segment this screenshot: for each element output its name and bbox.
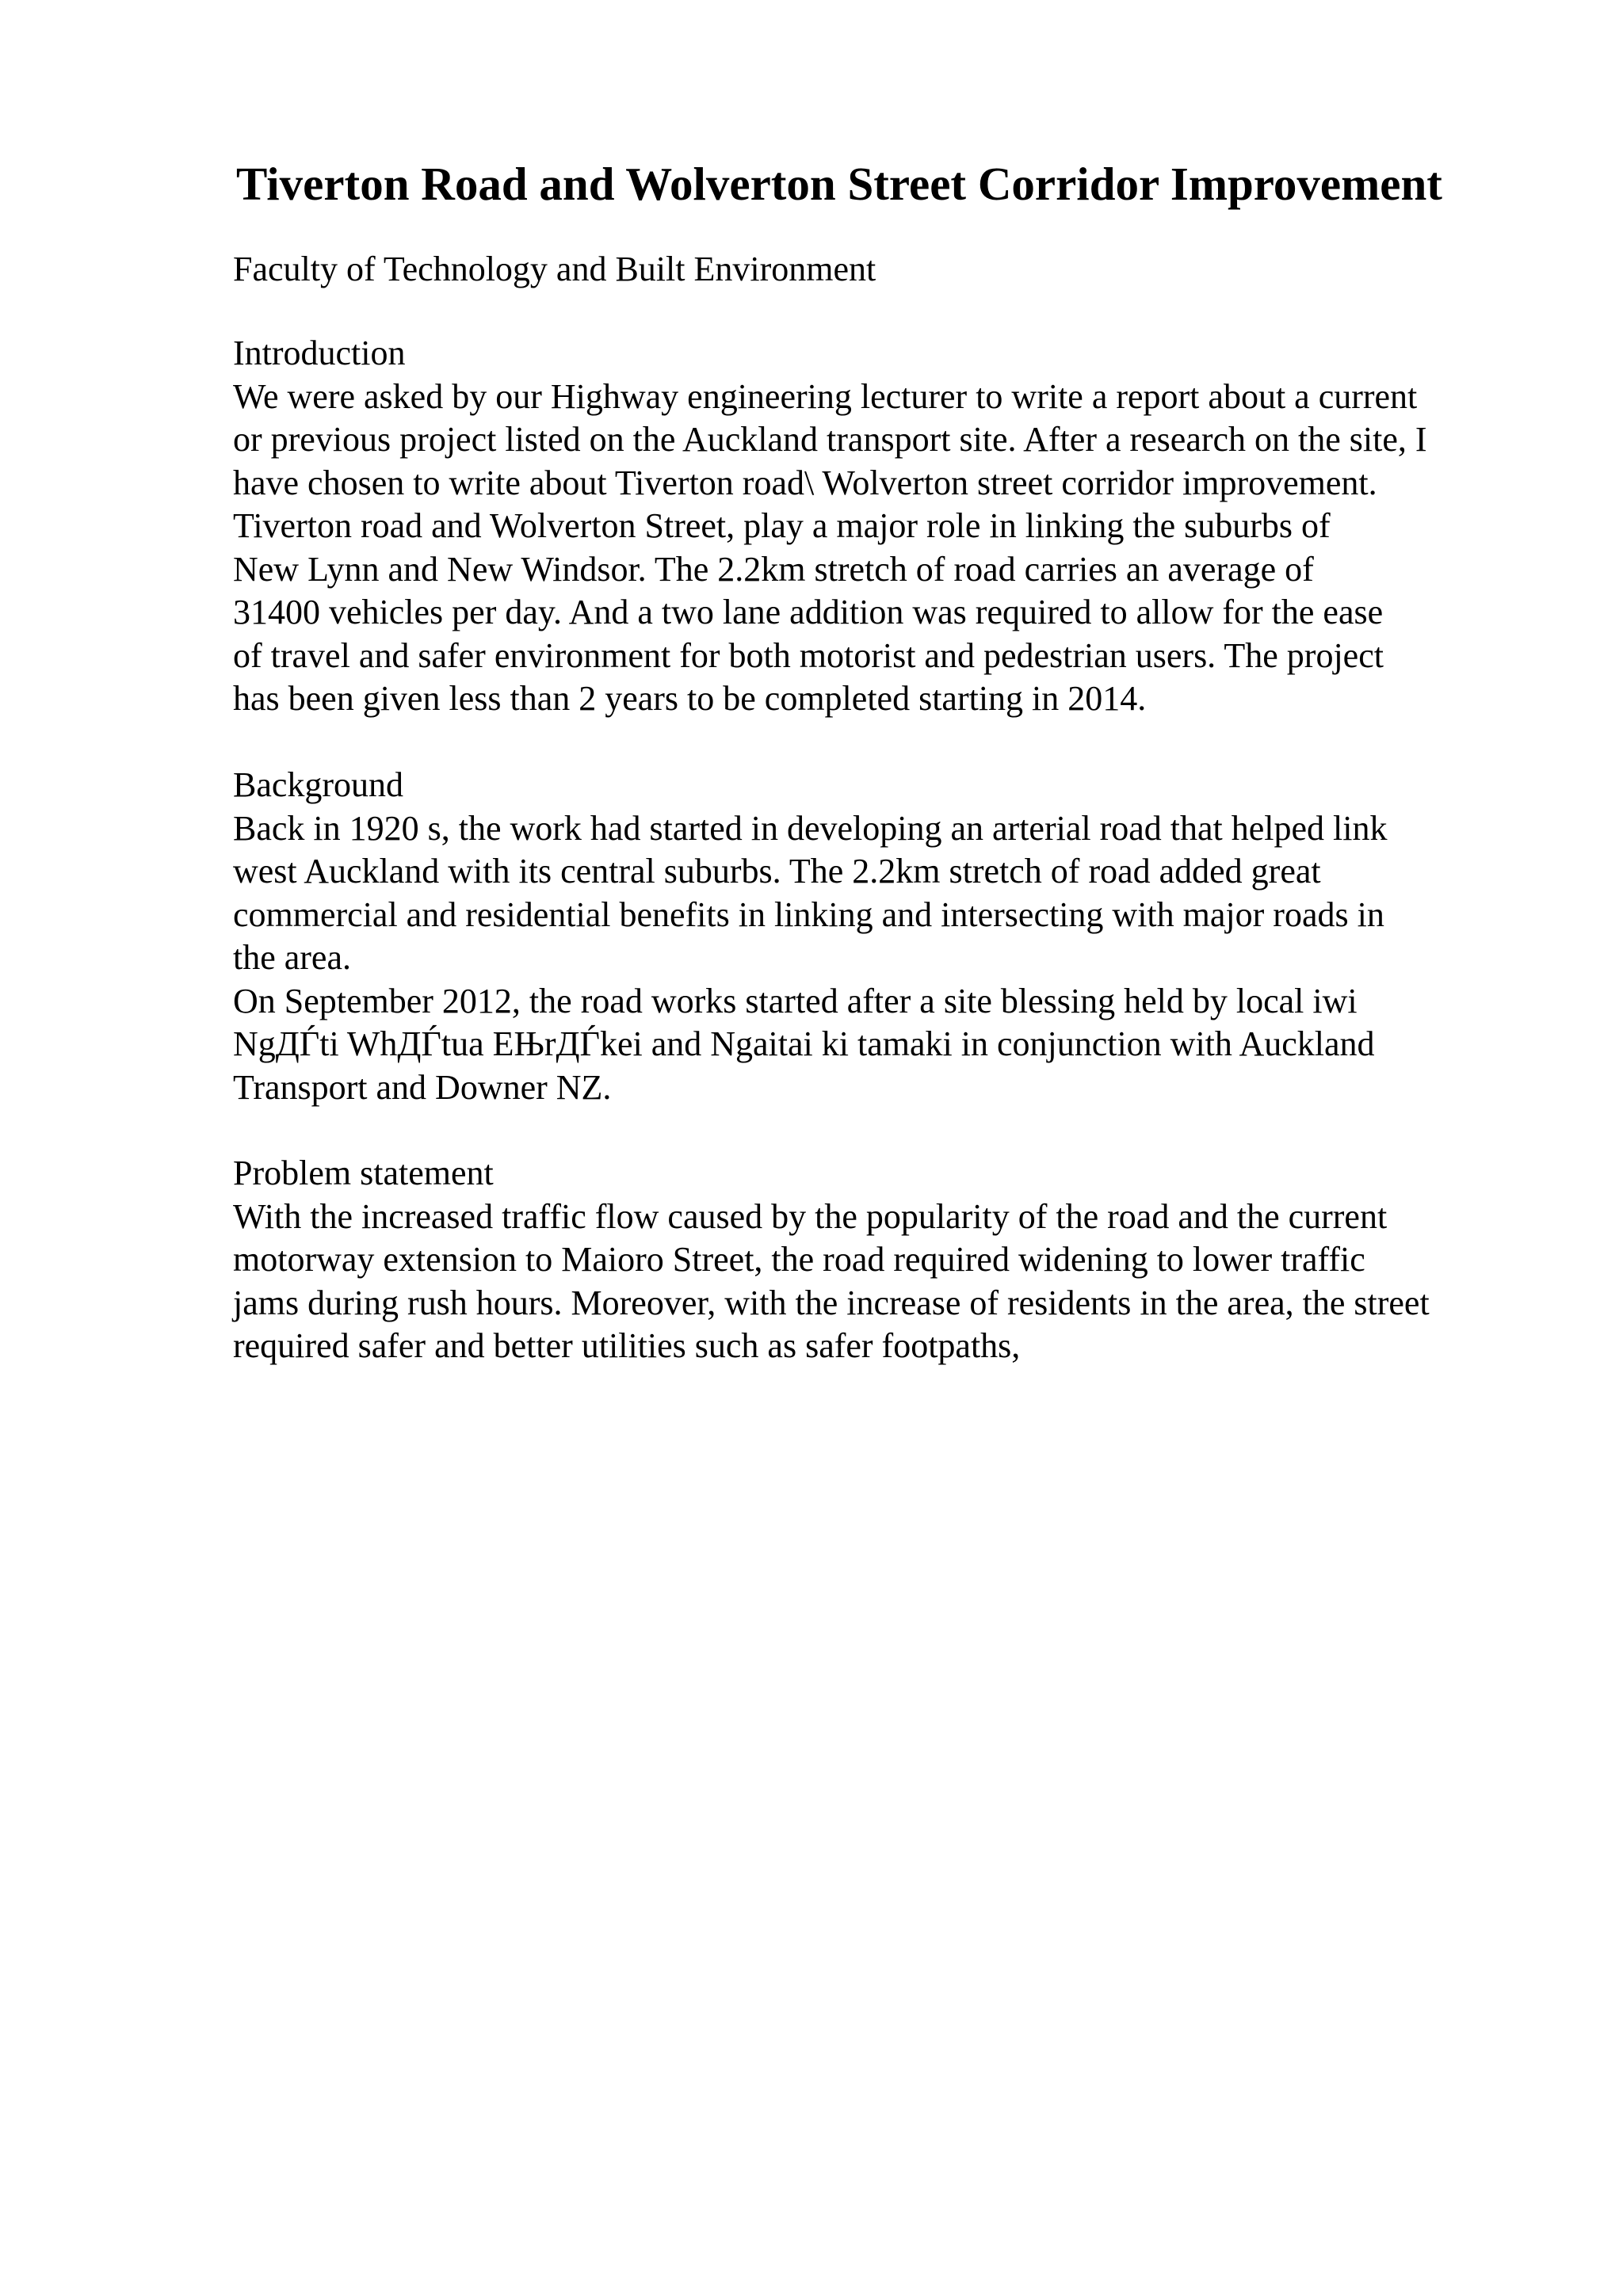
paragraph-line: Tiverton road and Wolverton Street, play a major role in linking the suburbs of [233, 506, 1331, 545]
paragraph-line: NgДЃti WhДЃtua EЊrДЃkei and Ngaitai ki tamaki in conjunction with Auckland [233, 1024, 1375, 1063]
paragraph-line: required safer and better utilities such as safer footpaths, [233, 1326, 1021, 1365]
paragraph-line: commercial and residential benefits in linking and intersecting with major roads in [233, 894, 1384, 934]
section-heading: Problem statement [233, 1154, 494, 1192]
section-heading: Background [233, 765, 404, 804]
document-subtitle: Faculty of Technology and Built Environment [233, 250, 876, 288]
paragraph-line: With the increased traffic flow caused by the popularity of the road and the current [233, 1196, 1388, 1236]
paragraph-line: or previous project listed on the Auckland transport site. After a research on the site, I [233, 420, 1427, 459]
paragraph-line: 31400 vehicles per day. And a two lane addition was required to allow for the ease [233, 593, 1384, 631]
section-background [233, 764, 1596, 1109]
paragraph-line: Back in 1920 s, the work had started in developing an arterial road that helped link [233, 808, 1388, 848]
paragraph-line: jams during rush hours. Moreover, with the increase of residents in the area, the street [233, 1283, 1430, 1322]
section-problem-statement [233, 1152, 1596, 1368]
paragraph-line: of travel and safer environment for both motorist and pedestrian users. The project [233, 635, 1384, 675]
paragraph-line: On September 2012, the road works started after a site blessing held by local iwi [233, 981, 1358, 1020]
paragraph-line: We were asked by our Highway engineering lecturer to write a report about a current [233, 376, 1418, 416]
section-introduction [233, 332, 1596, 721]
paragraph-line: has been given less than 2 years to be completed starting in 2014. [233, 679, 1147, 718]
paragraph-line: motorway extension to Maioro Street, the road required widening to lower traffic [233, 1240, 1365, 1279]
document-title: Tiverton Road and Wolverton Street Corridor Improvement [236, 158, 1442, 210]
paragraph-line: New Lynn and New Windsor. The 2.2km stretch of road carries an average of [233, 549, 1314, 589]
section-heading: Introduction [233, 334, 406, 372]
paragraph-line: have chosen to write about Tiverton road\ Wolverton street corridor improvement. [233, 463, 1377, 502]
paragraph-line: Transport and Downer NZ. [233, 1067, 612, 1107]
paragraph-line: the area. [233, 938, 351, 977]
paragraph-line: west Auckland with its central suburbs. The 2.2km stretch of road added great [233, 852, 1321, 891]
